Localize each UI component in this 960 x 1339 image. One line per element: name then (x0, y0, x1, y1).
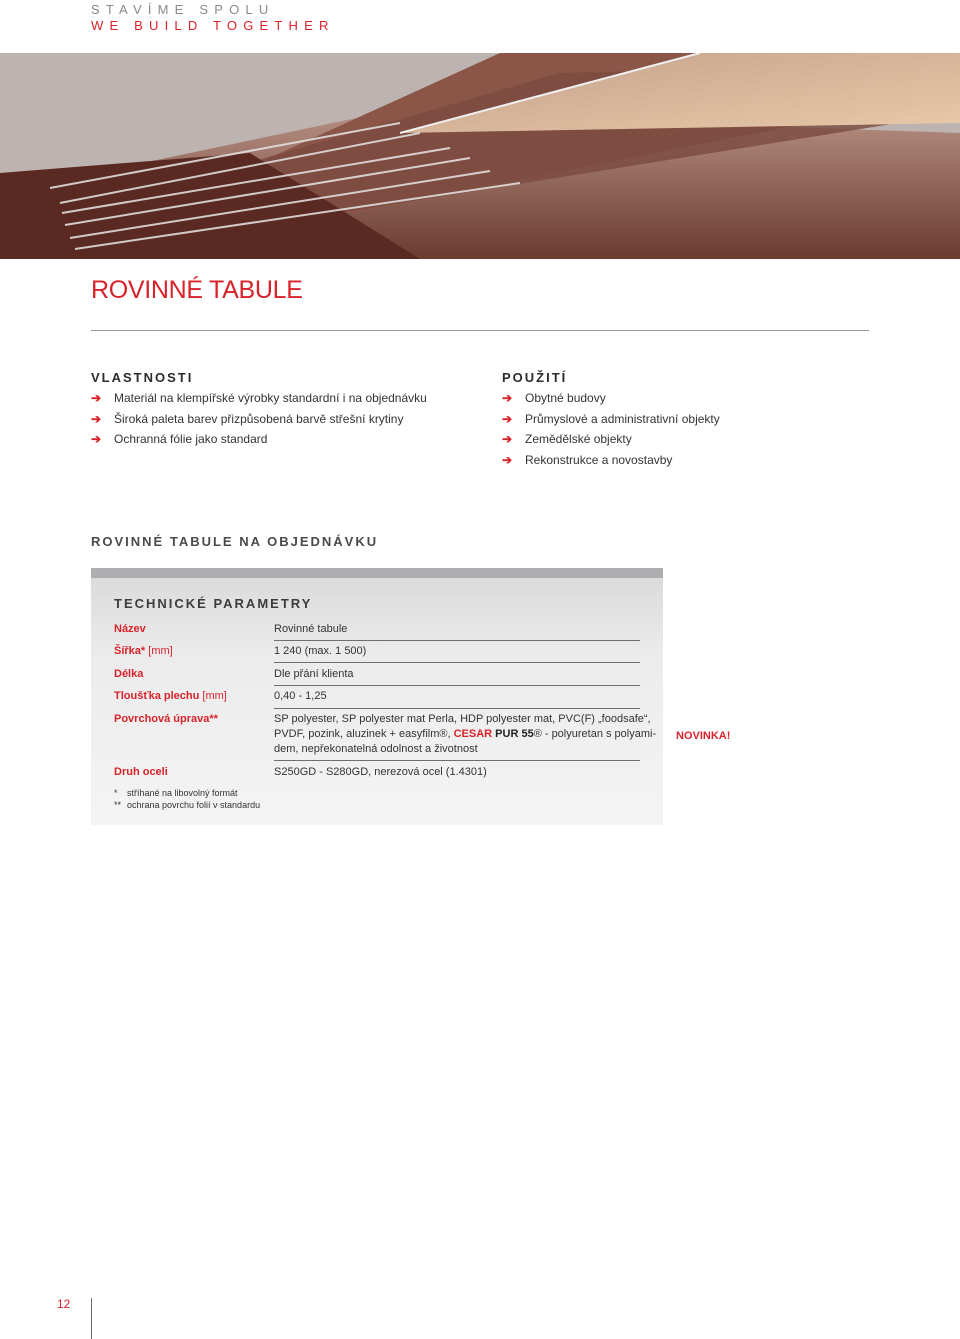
param-value-povrchova-uprava: SP polyester, SP polyester mat Perla, HDP polyester mat, PVC(F) „foodsafe“, PVDF, pozink, aluzinek + easyfilm®, CESAR PUR 55® - polyuretan s polyami- dem, nepřekonatelná odolnost a životnost (274, 713, 657, 755)
novinka-badge: NOVINKA! (676, 730, 731, 742)
list-item: ➔ Materiál na klempířské výrobky standardní i na objednávku (91, 388, 427, 409)
order-heading: ROVINNÉ TABULE NA OBJEDNÁVKU (91, 534, 379, 549)
param-value-nazev: Rovinné tabule (274, 623, 348, 635)
row-divider (274, 685, 640, 686)
param-value-tloustka: 0,40 - 1,25 (274, 690, 327, 702)
tech-params-heading: TECHNICKÉ PARAMETRY (114, 596, 313, 611)
title-divider (91, 330, 869, 331)
arrow-right-icon: ➔ (502, 432, 513, 447)
page-number: 12 (57, 1297, 71, 1311)
tech-params-box (91, 568, 663, 825)
arrow-right-icon: ➔ (502, 391, 513, 405)
vlastnosti-heading: VLASTNOSTI (91, 370, 194, 385)
list-item: ➔ Ochranná fólie jako standard (91, 429, 427, 450)
row-divider (274, 760, 640, 761)
page-title: ROVINNÉ TABULE (91, 276, 303, 304)
param-label-tloustka: Tloušťka plechu [mm] (114, 690, 227, 702)
hero-photo-metal-sheets (0, 53, 960, 259)
param-label-delka: Délka (114, 668, 144, 680)
arrow-right-icon: ➔ (502, 411, 513, 426)
pouziti-list (502, 388, 720, 471)
list-item: ➔ Široká paleta barev přizpůsobená barvě střešní krytiny (91, 409, 427, 430)
arrow-right-icon: ➔ (91, 432, 102, 447)
param-value-delka: Dle přání klienta (274, 668, 354, 680)
footnote-1: * stříhané na libovolný formát (114, 788, 238, 798)
list-item: ➔ Rekonstrukce a novostavby (502, 450, 720, 471)
vlastnosti-list (91, 388, 427, 450)
page-number-divider (91, 1298, 92, 1339)
brand-tagline-cz: STAVÍME SPOLU (91, 2, 275, 17)
param-label-nazev: Název (114, 623, 146, 635)
param-label-sirka: Šířka* [mm] (114, 645, 173, 657)
arrow-right-icon: ➔ (91, 411, 102, 426)
param-label-druh-oceli: Druh oceli (114, 766, 168, 778)
arrow-right-icon: ➔ (502, 453, 513, 468)
row-divider (274, 708, 640, 709)
row-divider (274, 640, 640, 641)
row-divider (274, 662, 640, 663)
box-top-band (91, 568, 663, 578)
pouziti-heading: POUŽITÍ (502, 370, 568, 385)
param-value-druh-oceli: S250GD - S280GD, nerezová ocel (1.4301) (274, 766, 487, 778)
param-value-sirka: 1 240 (max. 1 500) (274, 645, 367, 657)
arrow-right-icon: ➔ (91, 391, 102, 405)
list-item: ➔ Zemědělské objekty (502, 429, 720, 450)
footnote-2: ** ochrana povrchu folií v standardu (114, 800, 261, 810)
param-label-povrchova-uprava: Povrchová úprava** (114, 713, 218, 725)
list-item: ➔ Průmyslové a administrativní objekty (502, 409, 720, 430)
cesar-brand: CESAR (453, 728, 493, 740)
brand-tagline-en: WE BUILD TOGETHER (91, 18, 335, 33)
list-item: ➔ Obytné budovy (502, 388, 720, 409)
